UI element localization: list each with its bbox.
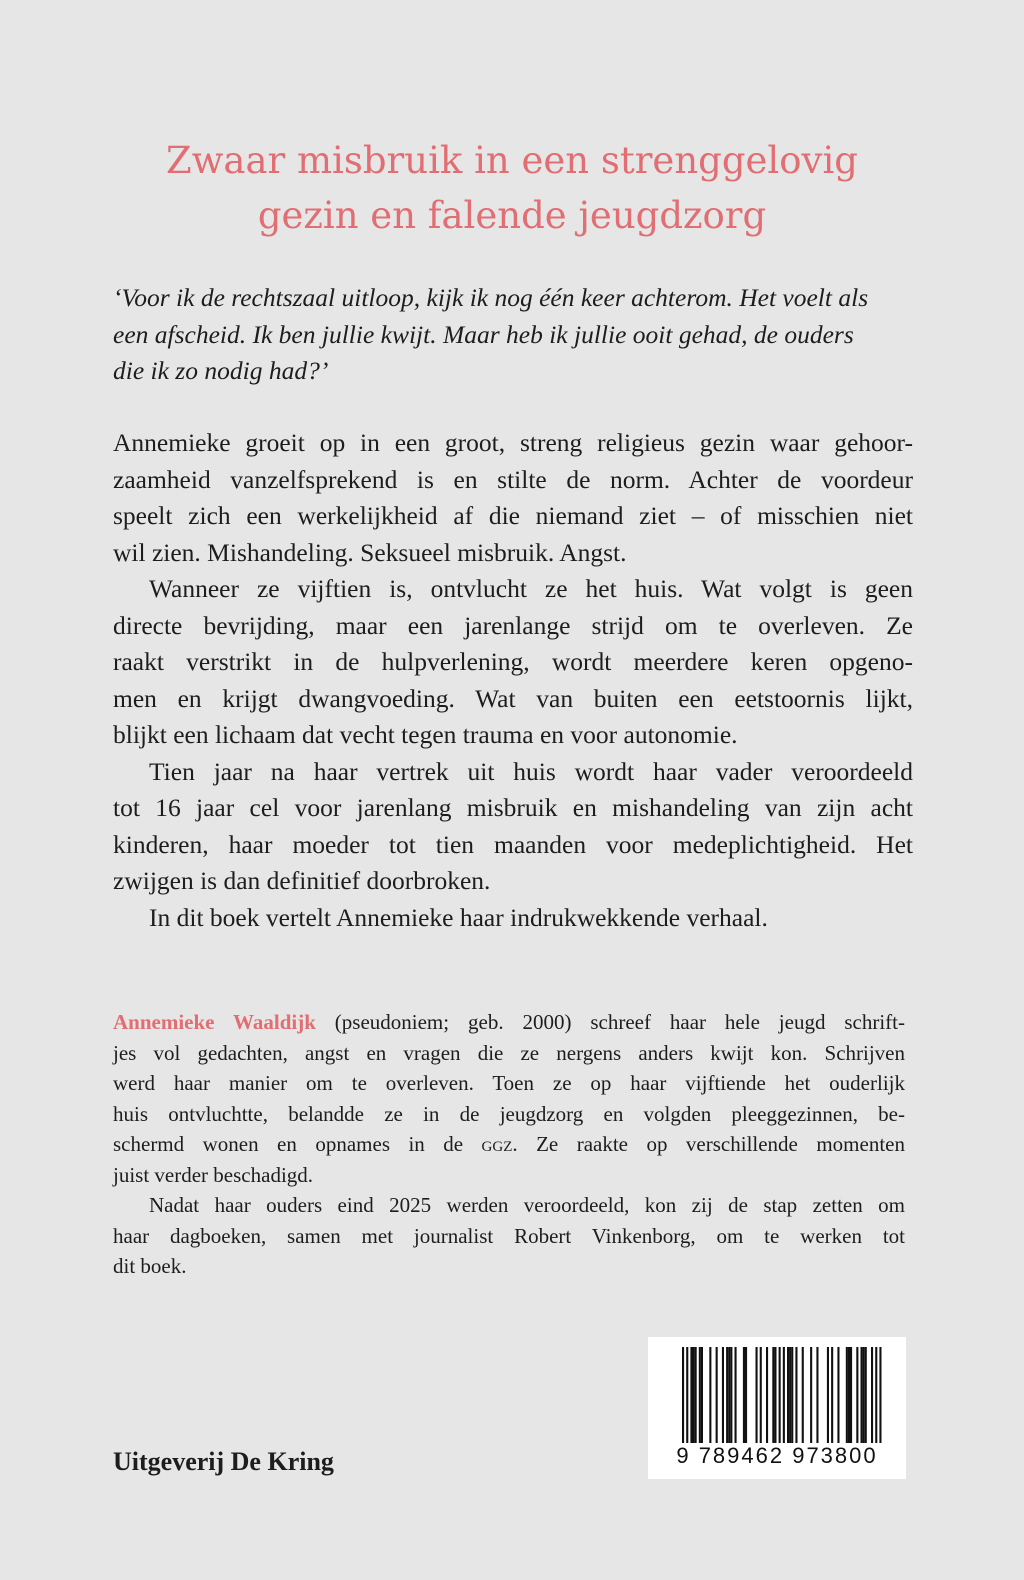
bio-text: (pseudoniem; geb. 2000) schreef haar hele jeugd schrift- (315, 1010, 906, 1034)
blurb-line: zaamheid vanzelfsprekend is en stilte de norm. Achter de voordeur (113, 464, 913, 494)
bio-line: dit boek. (113, 1254, 187, 1278)
blurb-line: blijkt een lichaam dat vecht tegen trauma en voor autonomie. (113, 720, 738, 749)
bio-line: huis ontvluchtte, belandde ze in de jeugdzorg en volgden pleeggezinnen, be- (113, 1101, 905, 1126)
quote-line: die ik zo nodig had?’ (113, 356, 329, 385)
bio-text: . Ze raakte op verschillende momenten (512, 1132, 905, 1156)
blurb (113, 425, 913, 936)
bio-line: werd haar manier om te overleven. Toen ze op haar vijftiende het ouderlijk (113, 1071, 905, 1095)
author-bio (113, 1007, 905, 1282)
blurb-line: zwijgen is dan definitief doorbroken. (113, 866, 491, 895)
blurb-line: men en krijgt dwangvoeding. Wat van buiten een eetstoornis lijkt, (113, 683, 913, 713)
headline-line-2: gezin en falende jeugdzorg (257, 194, 767, 237)
bio-line: haar dagboeken, samen met journalist Robert Vinkenborg, om te werken tot (113, 1223, 905, 1248)
blurb-line: tot 16 jaar cel voor jarenlang misbruik en mishandeling van zijn acht (113, 793, 913, 822)
blurb-line: Annemieke groeit op in een groot, streng religieus gezin waar gehoor- (113, 428, 913, 457)
quote (113, 280, 913, 390)
bio-line: Nadat haar ouders eind 2025 werden veroordeeld, kon zij de stap zetten om (149, 1193, 905, 1217)
barcode (648, 1337, 906, 1479)
publisher-name: Uitgeverij De Kring (113, 1447, 334, 1476)
blurb-line: directe bevrijding, maar een jarenlange strijd om te overleven. Ze (113, 610, 913, 640)
quote-line: ‘Voor ik de rechtszaal uitloop, kijk ik nog één keer achterom. Het voelt als (113, 283, 869, 312)
quote-line: een afscheid. Ik ben jullie kwijt. Maar heb ik jullie ooit gehad, de ouders (113, 319, 854, 349)
isbn-number: 9 789462 973800 (676, 1443, 878, 1468)
bio-text: schermd wonen en opnames in de (113, 1132, 482, 1156)
headline (0, 133, 1024, 243)
bio-line: jes vol gedachten, angst en vragen die ze nergens anders kwijt kon. Schrijven (113, 1040, 905, 1065)
blurb-line: wil zien. Mishandeling. Seksueel misbruik. Angst. (113, 537, 627, 567)
author-name: Annemieke Waaldijk (113, 1010, 316, 1034)
blurb-line: Wanneer ze vijftien is, ontvlucht ze het huis. Wat volgt is geen (149, 574, 913, 603)
blurb-line: speelt zich een werkelijkheid af die niemand ziet – of misschien niet (113, 501, 913, 530)
bio-line: juist verder beschadigd. (113, 1162, 314, 1187)
blurb-line: Tien jaar na haar vertrek uit huis wordt haar vader veroordeeld (149, 756, 913, 786)
blurb-line: raakt verstrikt in de hulpverlening, wordt meerdere keren opgeno- (113, 647, 913, 676)
blurb-line: kinderen, haar moeder tot tien maanden voor medeplichtigheid. Het (113, 829, 913, 859)
headline-line-1: Zwaar misbruik in een strenggelovig (166, 139, 858, 182)
ggz-abbreviation: ggz (481, 1132, 513, 1156)
bio-line (113, 1129, 905, 1160)
blurb-line: In dit boek vertelt Annemieke haar indrukwekkende verhaal. (149, 902, 768, 932)
bio-line (113, 1007, 905, 1038)
